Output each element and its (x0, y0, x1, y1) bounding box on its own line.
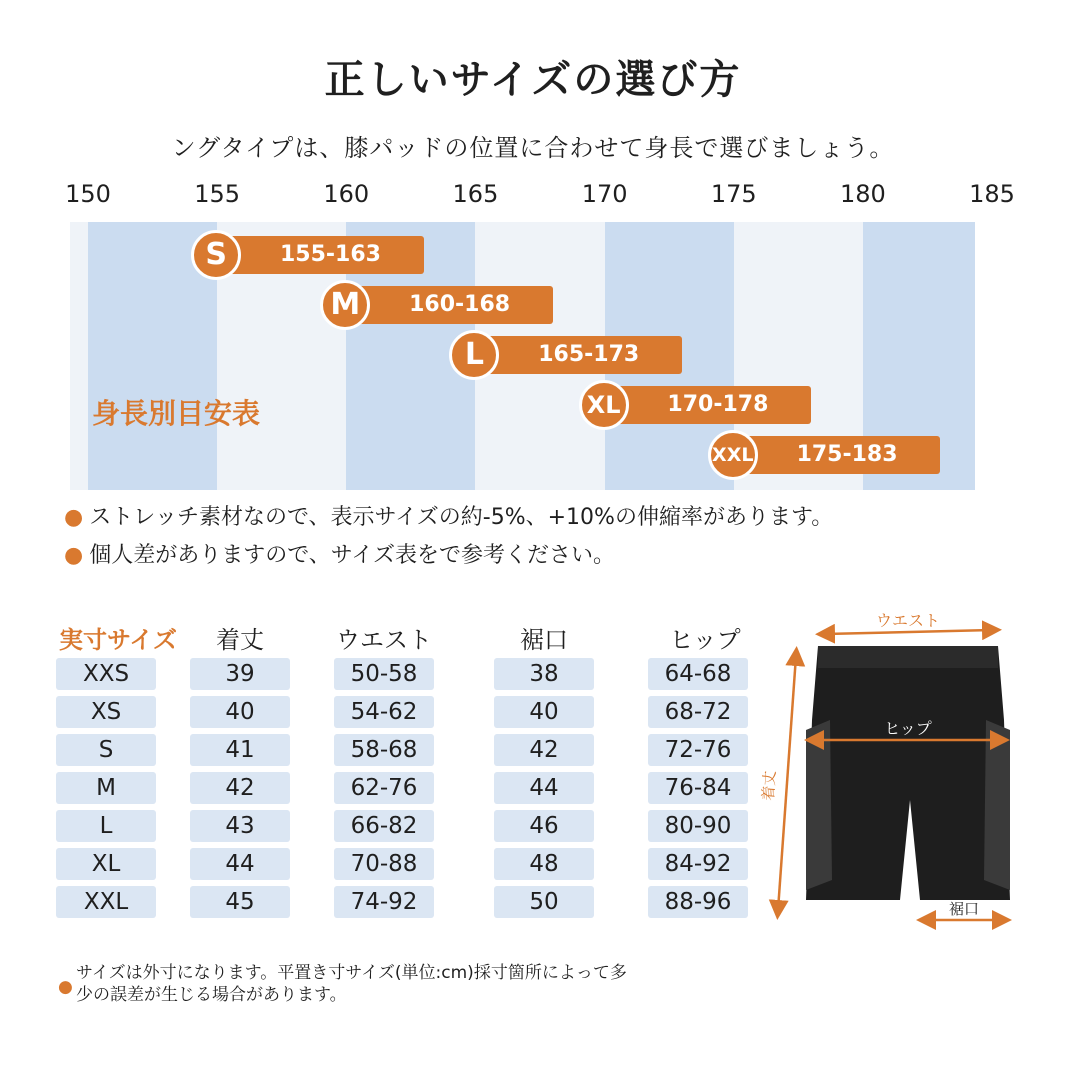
table-cell: 48 (494, 848, 594, 880)
footer-line-1: サイズは外寸になります。平置き寸サイズ(単位:cm)採寸箇所によって多 (76, 963, 627, 983)
table-cell: 66-82 (334, 810, 434, 842)
bar-range-label: 160-168 (409, 292, 511, 317)
height-bar-xl (605, 386, 812, 424)
table-cell: 42 (190, 772, 290, 804)
hem-label: 裾口 (948, 900, 980, 918)
table-header: ヒップ (669, 626, 741, 654)
table-cell: S (56, 734, 156, 766)
table-cell: 40 (190, 696, 290, 728)
table-cell: 41 (190, 734, 290, 766)
hip-pad-left (806, 720, 832, 890)
bar-range-label: 175-183 (796, 442, 898, 467)
bullet-dot: ● (64, 505, 84, 530)
footer-note (60, 962, 627, 1006)
table-cell: XS (56, 696, 156, 728)
bullet-dot: ● (64, 543, 84, 568)
table-cell: 80-90 (648, 810, 748, 842)
shorts-shape (806, 646, 1010, 900)
shorts-diagram (758, 600, 1060, 940)
height-bar-m (346, 286, 553, 324)
x-tick-label: 175 (710, 180, 757, 208)
table-cell: 39 (190, 658, 290, 690)
length-arrow (778, 656, 796, 910)
table-header: 着丈 (216, 626, 264, 654)
x-tick-label: 155 (194, 180, 241, 208)
size-badge-xxl: XXL (708, 430, 758, 480)
x-tick-label: 150 (65, 180, 111, 208)
waistband (818, 646, 998, 668)
table-cell: 44 (190, 848, 290, 880)
x-tick-label: 165 (452, 180, 499, 208)
bar-range-label: 155-163 (279, 242, 381, 267)
height-chart (70, 222, 975, 490)
table-cell: 84-92 (648, 848, 748, 880)
bar-range-label: 165-173 (538, 342, 640, 367)
table-cell: 42 (494, 734, 594, 766)
table-cell: 58-68 (334, 734, 434, 766)
size-badge-xl: XL (579, 380, 629, 430)
size-badge-s: S (191, 230, 241, 280)
bullet-dot: ● (58, 977, 73, 997)
table-cell: 64-68 (648, 658, 748, 690)
table-cell: 72-76 (648, 734, 748, 766)
page-subtitle: ングタイプは、膝パッドの位置に合わせて身長で選びましょう。 (171, 134, 895, 162)
x-tick-label: 160 (323, 180, 370, 208)
table-cell: M (56, 772, 156, 804)
length-label: 着丈 (758, 770, 780, 802)
table-cell: 40 (494, 696, 594, 728)
size-badge-m: M (320, 280, 370, 330)
chart-label: 身長別目安表 (92, 397, 261, 430)
table-cell: 88-96 (648, 886, 748, 918)
table-cell: 43 (190, 810, 290, 842)
page-title: 正しいサイズの選び方 (324, 57, 742, 103)
table-cell: 76-84 (648, 772, 748, 804)
table-cell: 70-88 (334, 848, 434, 880)
height-bar-s (217, 236, 424, 274)
table-cell: 50 (494, 886, 594, 918)
note-stretch (64, 500, 833, 531)
waist-label: ウエスト (875, 611, 941, 630)
height-bar-xxl (734, 436, 941, 474)
x-tick-label: 185 (969, 180, 1015, 208)
note-text: ストレッチ素材なので、表示サイズの約-5%、+10%の伸縮率があります。 (89, 505, 834, 530)
table-cell: XL (56, 848, 156, 880)
height-axis (0, 180, 1066, 220)
table-cell: 68-72 (648, 696, 748, 728)
table-cell: 44 (494, 772, 594, 804)
table-cell: 46 (494, 810, 594, 842)
bar-range-label: 170-178 (667, 392, 769, 417)
table-header: ウエスト (336, 626, 432, 654)
table-header: 実寸サイズ (58, 626, 178, 654)
table-cell: 54-62 (334, 696, 434, 728)
table-cell: 62-76 (334, 772, 434, 804)
table-cell: 50-58 (334, 658, 434, 690)
footer-line-2: 少の誤差が生じる場合があります。 (76, 985, 347, 1005)
height-bar-l (475, 336, 682, 374)
x-tick-label: 180 (839, 180, 886, 208)
note-text: 個人差がありますので、サイズ表をで参考ください。 (89, 543, 616, 568)
size-badge-l: L (449, 330, 499, 380)
hip-label: ヒップ (884, 719, 932, 738)
table-cell: XXL (56, 886, 156, 918)
table-cell: 74-92 (334, 886, 434, 918)
x-tick-label: 170 (581, 180, 628, 208)
table-cell: L (56, 810, 156, 842)
hip-pad-right (984, 720, 1010, 890)
table-cell: XXS (56, 658, 156, 690)
table-cell: 45 (190, 886, 290, 918)
waist-arrow (825, 630, 992, 634)
note-individual (64, 538, 615, 569)
table-cell: 38 (494, 658, 594, 690)
table-header: 裾口 (520, 626, 568, 654)
